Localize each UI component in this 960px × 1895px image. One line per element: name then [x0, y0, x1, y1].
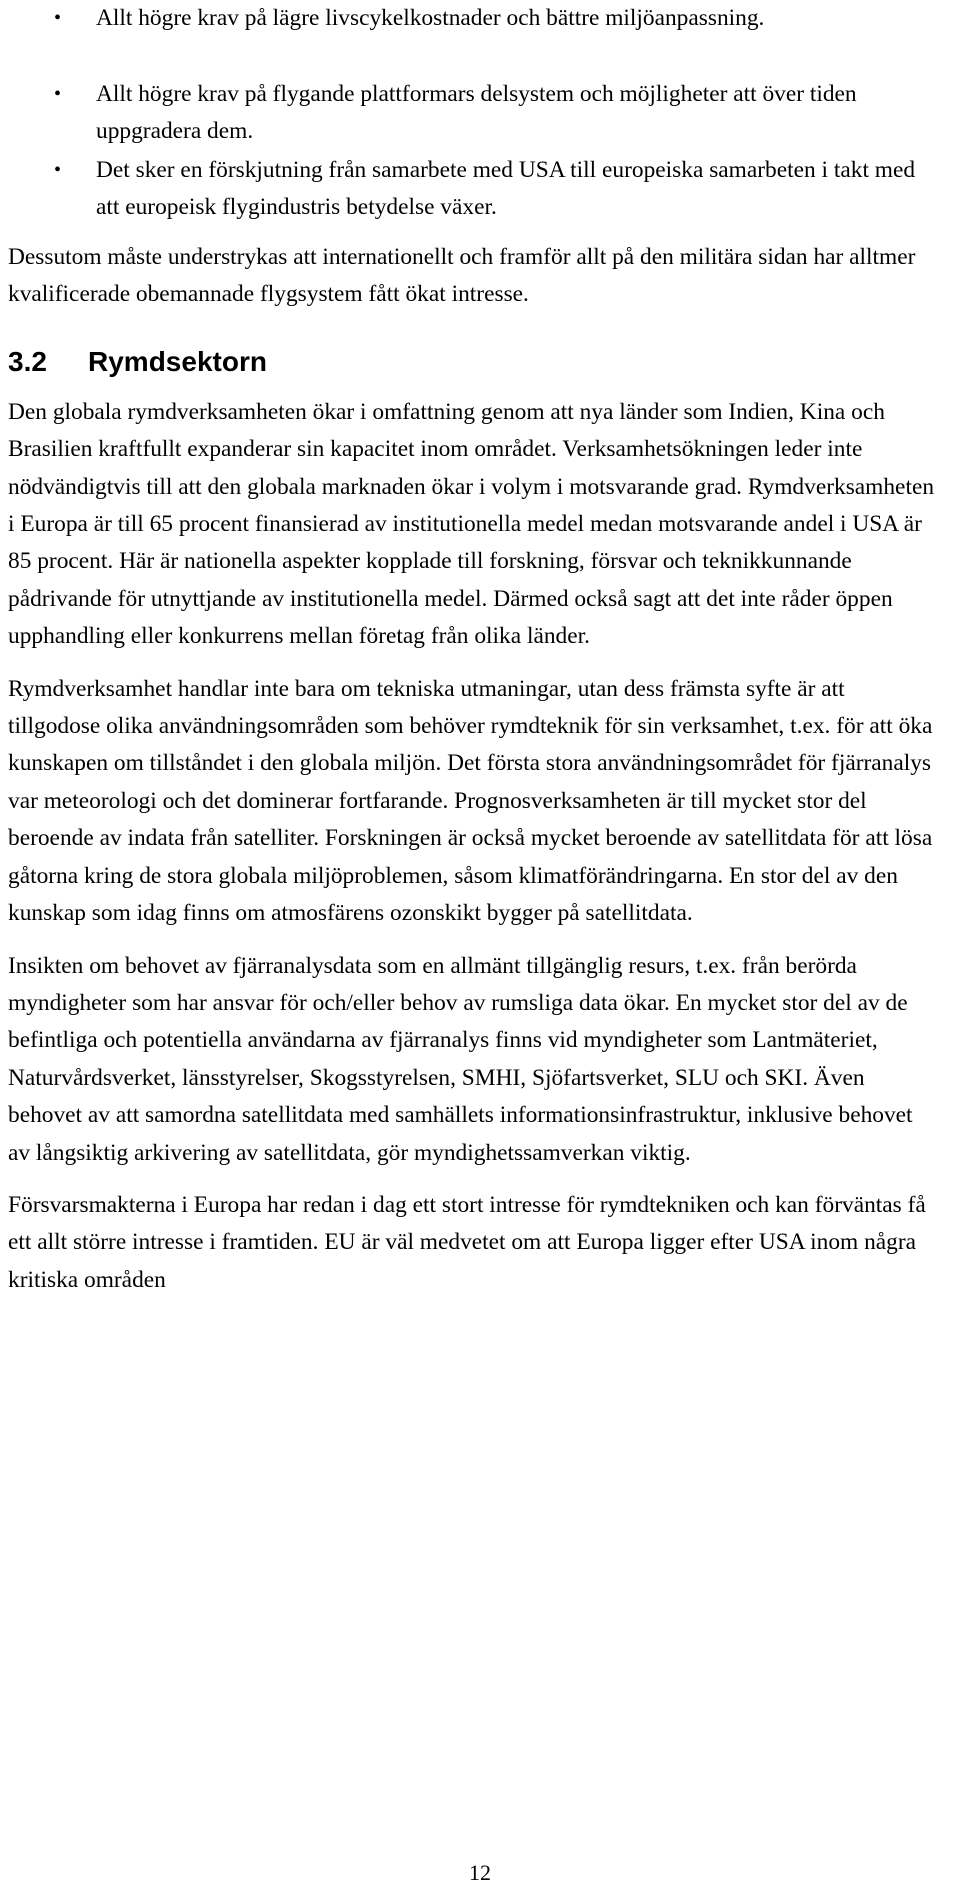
bullet-item: [8, 0, 938, 75]
bullet-text: Allt högre krav på flygande plattformars delsystem och möjligheter att över tiden uppgradera dem.: [96, 81, 857, 145]
section-number: 3.2: [8, 345, 47, 377]
bullet-item: [8, 76, 938, 151]
bullet-text: Allt högre krav på lägre livscykelkostnader och bättre miljöanpassning.: [96, 5, 765, 31]
bullet-text: Det sker en förskjutning från samarbete med USA till europeiska samarbeten i takt med att europeisk flygindustris betydelse växer.: [96, 157, 916, 221]
bullet-list: [8, 0, 938, 227]
page-number: 12: [469, 1860, 491, 1885]
bullet-dot-icon: •: [54, 7, 62, 29]
paragraph: Insikten om behovet av fjärranalysdata som en allmänt tillgänglig resurs, t.ex. från berörda myndigheter som har ansvar för och/eller behov av rumsliga data ökar. En mycket stor del av de befintliga och potentiella användarna av fjärranalys finns vid myndigheter som Lantmäteriet, Naturvårdsverket, länsstyrelser, Skogsstyrelsen, SMHI, Sjöfartsverket, SLU och SKI. Även behovet av att samordna satellitdata med samhällets informationsinfrastruktur, inklusive behovet av långsiktig arkivering av satellitdata, gör myndighetssamverkan viktig.: [8, 952, 913, 1166]
bullet-dot-icon: •: [54, 83, 62, 105]
page-content: [8, 0, 938, 1299]
paragraph: Dessutom måste understrykas att internationellt och framför allt på den militära sidan har alltmer kvalificerade obemannade flygsystem fått ökat intresse.: [8, 244, 916, 308]
paragraph: Försvarsmakterna i Europa har redan i dag ett stort intresse för rymdtekniken och kan förväntas få ett allt större intresse i framtiden. EU är väl medvetet om att Europa ligger efter USA inom några kritiska områden: [8, 1191, 926, 1293]
section-title: Rymdsektorn: [88, 345, 267, 377]
paragraph: Den globala rymdverksamheten ökar i omfattning genom att nya länder som Indien, Kina och Brasilien kraftfullt expanderar sin kapacitet inom området. Verksamhetsökningen leder inte nödvändigtvis till att den globala marknaden ökar i volym i motsvarande grad. Rymdverksamheten i Europa är till 65 procent finansierad av institutionella medel medan motsvarande andel i USA är 85 procent. Här är nationella aspekter kopplade till forskning, försvar och teknikkunnande pådrivande för utnyttjande av institutionella medel. Därmed också sagt att det inte råder öppen upphandling eller konkurrens mellan företag från olika länder.: [8, 398, 935, 650]
bullet-item: [8, 152, 938, 227]
paragraph: Rymdverksamhet handlar inte bara om tekniska utmaningar, utan dess främsta syfte är att tillgodose olika användningsområden som behöver rymdteknik för sin verksamhet, t.ex. för att öka kunskapen om tillståndet i den globala miljön. Det första stora användningsområdet för fjärranalys var meteorologi och det dominerar fortfarande. Prognosverksamheten är till mycket stor del beroende av indata från satelliter. Forskningen är också mycket beroende av satellitdata för att lösa gåtorna kring de stora globala miljöproblemen, såsom klimatförändringarna. En stor del av den kunskap som idag finns om atmosfärens ozonskikt bygger på satellitdata.: [8, 675, 933, 927]
bullet-dot-icon: •: [54, 159, 62, 181]
section-heading: [8, 344, 938, 380]
